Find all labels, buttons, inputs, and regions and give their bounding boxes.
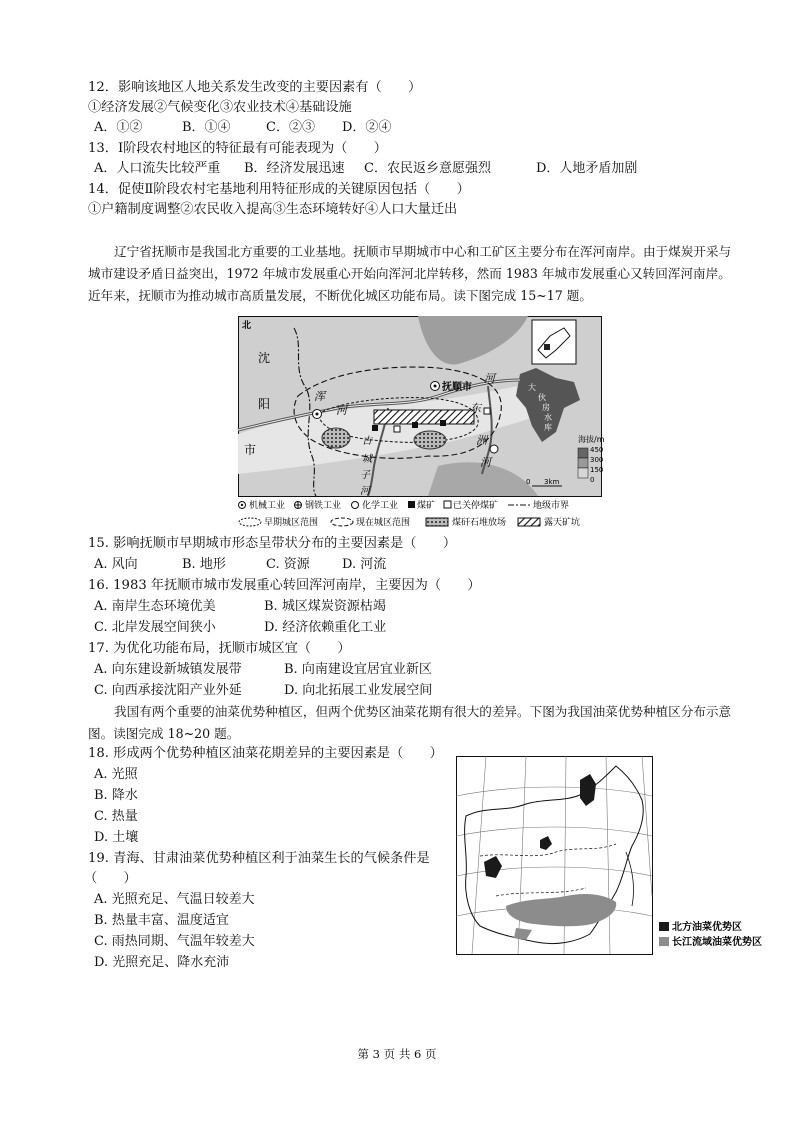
- label-he2: 河: [484, 372, 495, 385]
- label-ku: 库: [544, 423, 552, 432]
- scale-label: 3km: [544, 478, 560, 486]
- q14-factors: ①户籍制度调整②农民收入提高③生态环境转好④人口大量迁出: [88, 202, 458, 217]
- label-huo: 伙: [538, 393, 546, 402]
- label-he4: 河: [360, 486, 370, 497]
- q14-stem: 14．促使Ⅱ阶段农村宅基地利用特征形成的关键原因包括（ ）: [88, 182, 470, 197]
- q18-option-a: A. 光照: [94, 767, 138, 782]
- legend-early-icon: [239, 518, 261, 526]
- legend-early: 早期城区范围: [264, 518, 319, 528]
- legend-current-icon: [331, 518, 353, 526]
- q12-option-d: D．②④: [342, 120, 392, 135]
- passage-rapeseed: 我国有两个重要的油菜优势种植区，但两个优势区油菜花期有很大的差异。下图为我国油菜优势种植区分布示意图。读图完成 18~20 题。: [88, 704, 732, 741]
- legend-south-label: 长江流域油菜优势区: [672, 937, 762, 948]
- altitude-band-high: [578, 448, 588, 458]
- q13-option-d: D．人地矛盾加剧: [536, 161, 638, 176]
- label-zhou: 洲: [476, 434, 487, 447]
- q12-option-a: A．①②: [94, 120, 143, 135]
- label-shen: 沈: [258, 351, 271, 365]
- q12-options: [94, 119, 391, 137]
- altitude-title: 海拔/m: [578, 435, 605, 444]
- coal-mine-3: [440, 420, 446, 426]
- label-shui: 水: [544, 413, 552, 422]
- q18-stem: 18. 形成两个优势种植区油菜花期差异的主要因素是（ ）: [88, 746, 443, 761]
- q16-option-c: C. 北岸发展空间狭小: [94, 620, 216, 635]
- altitude-band-mid: [578, 458, 588, 468]
- legend-closed-mine: 已关停煤矿: [453, 501, 499, 511]
- rapeseed-map: [456, 756, 782, 956]
- scale-zero: 0: [526, 478, 531, 486]
- coal-mine-1: [372, 425, 378, 431]
- legend-mine: 煤矿: [417, 501, 436, 511]
- q17-option-b: B. 向南建设宜居宜业新区: [284, 662, 432, 677]
- q16-stem: 16. 1983 年抚顺市城市发展重心转回浑河南岸，主要因为（ ）: [88, 578, 481, 593]
- label-he1: 河: [336, 404, 347, 417]
- q18-option-b: B. 降水: [94, 788, 138, 803]
- altitude-tick-300: 300: [590, 456, 604, 464]
- legend-north-label: 北方油菜优势区: [672, 922, 742, 933]
- legend-closed-mine-icon: [444, 501, 451, 508]
- q13-stem: 13．Ⅰ阶段农村地区的特征最有可能表现为（ ）: [88, 141, 387, 156]
- gangue-heap-west: [322, 428, 350, 448]
- legend-boundary: 地级市界: [533, 501, 570, 511]
- label-shi: 市: [244, 443, 257, 457]
- north-label: 北: [242, 321, 252, 331]
- legend-mech: 机械工业: [249, 501, 286, 511]
- q17-option-a: A. 向东建设新城镇发展带: [94, 662, 242, 677]
- legend-current: 现在城区范围: [356, 518, 411, 528]
- q19-option-c: C. 雨热同期、气温年较差大: [94, 934, 255, 949]
- q16-options-row2: [94, 619, 386, 637]
- closed-mine-2: [484, 408, 490, 414]
- altitude-tick-450: 450: [590, 446, 604, 454]
- q17-stem: 17. 为优化功能布局，抚顺市城区宜（ ）: [88, 641, 351, 656]
- q15-option-a: A. 风向: [94, 557, 138, 572]
- q13-option-a: A．人口流失比较严重: [94, 161, 221, 176]
- legend-chem: 化学工业: [362, 501, 399, 511]
- legend-pit-icon: [518, 518, 540, 526]
- page-footer: 第 3 页 共 6 页: [357, 1047, 437, 1061]
- label-dong: 东: [470, 402, 481, 415]
- q17-option-c: C. 向西承接沈阳产业外延: [94, 683, 242, 698]
- q15-options: [94, 556, 386, 574]
- q16-options-row1: [94, 598, 386, 616]
- q12-factors: ①经济发展②气候变化③农业技术④基础设施: [88, 100, 352, 115]
- label-zi: 子: [360, 470, 370, 481]
- q12-stem: 12．影响该地区人地关系发生改变的主要因素有（ ）: [88, 80, 422, 95]
- label-hun: 浑: [314, 390, 325, 403]
- legend-south-swatch: [659, 937, 669, 946]
- legend-steel: 钢铁工业: [305, 501, 342, 511]
- altitude-tick-150: 150: [590, 466, 604, 474]
- q19-stem: 19. 青海、甘肃油菜优势种植区利于油菜生长的气候条件是: [88, 851, 430, 866]
- q18-option-d: D. 土壤: [94, 830, 139, 845]
- q16-option-a: A. 南岸生态环境优美: [94, 599, 216, 614]
- closed-mine-1: [394, 426, 400, 432]
- label-fushun-city: 抚顺市: [442, 382, 472, 393]
- passage-fushun: 辽宁省抚顺市是我国北方重要的工业基地。抚顺市早期城市中心和工矿区主要分布在浑河南岸。由于煤炭开采与城市建设矛盾日益突出，1972 年城市发展重心开始向浑河北岸转移，然而 1983 年城市发展重心又转回浑河南岸。近年来，抚顺市为推动城市高质量发展，不断优化城区功能布局。读下图完成 15~17 题。: [88, 244, 732, 303]
- q19-option-a: A. 光照充足、气温日较差大: [94, 892, 255, 907]
- q19-stem-bracket: （ ）: [84, 871, 137, 886]
- q13-option-c: C．农民返乡意愿强烈: [364, 161, 491, 176]
- gangue-heap-east: [414, 431, 446, 449]
- q15-stem: 15. 影响抚顺市早期城市形态呈带状分布的主要因素是（ ）: [88, 536, 457, 551]
- q15-option-c: C. 资源: [266, 557, 310, 572]
- q17-option-d: D. 向北拓展工业发展空间: [284, 683, 433, 698]
- label-da: 大: [528, 383, 536, 392]
- legend-gangue: 煤矸石堆放场: [452, 518, 507, 528]
- open-pit-mine: [374, 410, 474, 424]
- chemical-industry-icon: [490, 445, 498, 453]
- q13-options: [94, 160, 637, 178]
- q16-option-b: B. 城区煤炭资源枯竭: [264, 599, 386, 614]
- coal-mine-2: [412, 422, 418, 428]
- label-cheng: 城: [362, 454, 372, 465]
- q13-option-b: B．经济发展迅速: [244, 161, 345, 176]
- altitude-tick-0: 0: [590, 476, 595, 484]
- q17-options-row2: [94, 682, 432, 700]
- legend-gangue-icon: [426, 518, 448, 526]
- label-fang: 房: [542, 403, 550, 412]
- label-he3: 河: [480, 456, 491, 469]
- legend-pit: 露天矿坑: [544, 518, 581, 528]
- q19-option-b: B. 热量丰富、温度适宜: [94, 913, 229, 928]
- q12-option-b: B．①④: [182, 120, 231, 135]
- q15-option-d: D. 河流: [342, 557, 387, 572]
- label-yang: 阳: [258, 397, 271, 411]
- legend-chem-icon: [352, 502, 359, 509]
- q19-option-d: D. 光照充足、降水充沛: [94, 955, 230, 970]
- fushun-map: [238, 316, 605, 530]
- q15-option-b: B. 地形: [182, 557, 226, 572]
- label-gu: 古: [362, 436, 372, 447]
- q18-option-c: C. 热量: [94, 809, 138, 824]
- altitude-band-low: [578, 468, 588, 478]
- legend-north-swatch: [659, 922, 669, 931]
- legend-mine-icon: [408, 501, 415, 508]
- q12-option-c: C．②③: [266, 120, 315, 135]
- q17-options-row1: [94, 661, 432, 679]
- q16-option-d: D. 经济依赖重化工业: [264, 620, 387, 635]
